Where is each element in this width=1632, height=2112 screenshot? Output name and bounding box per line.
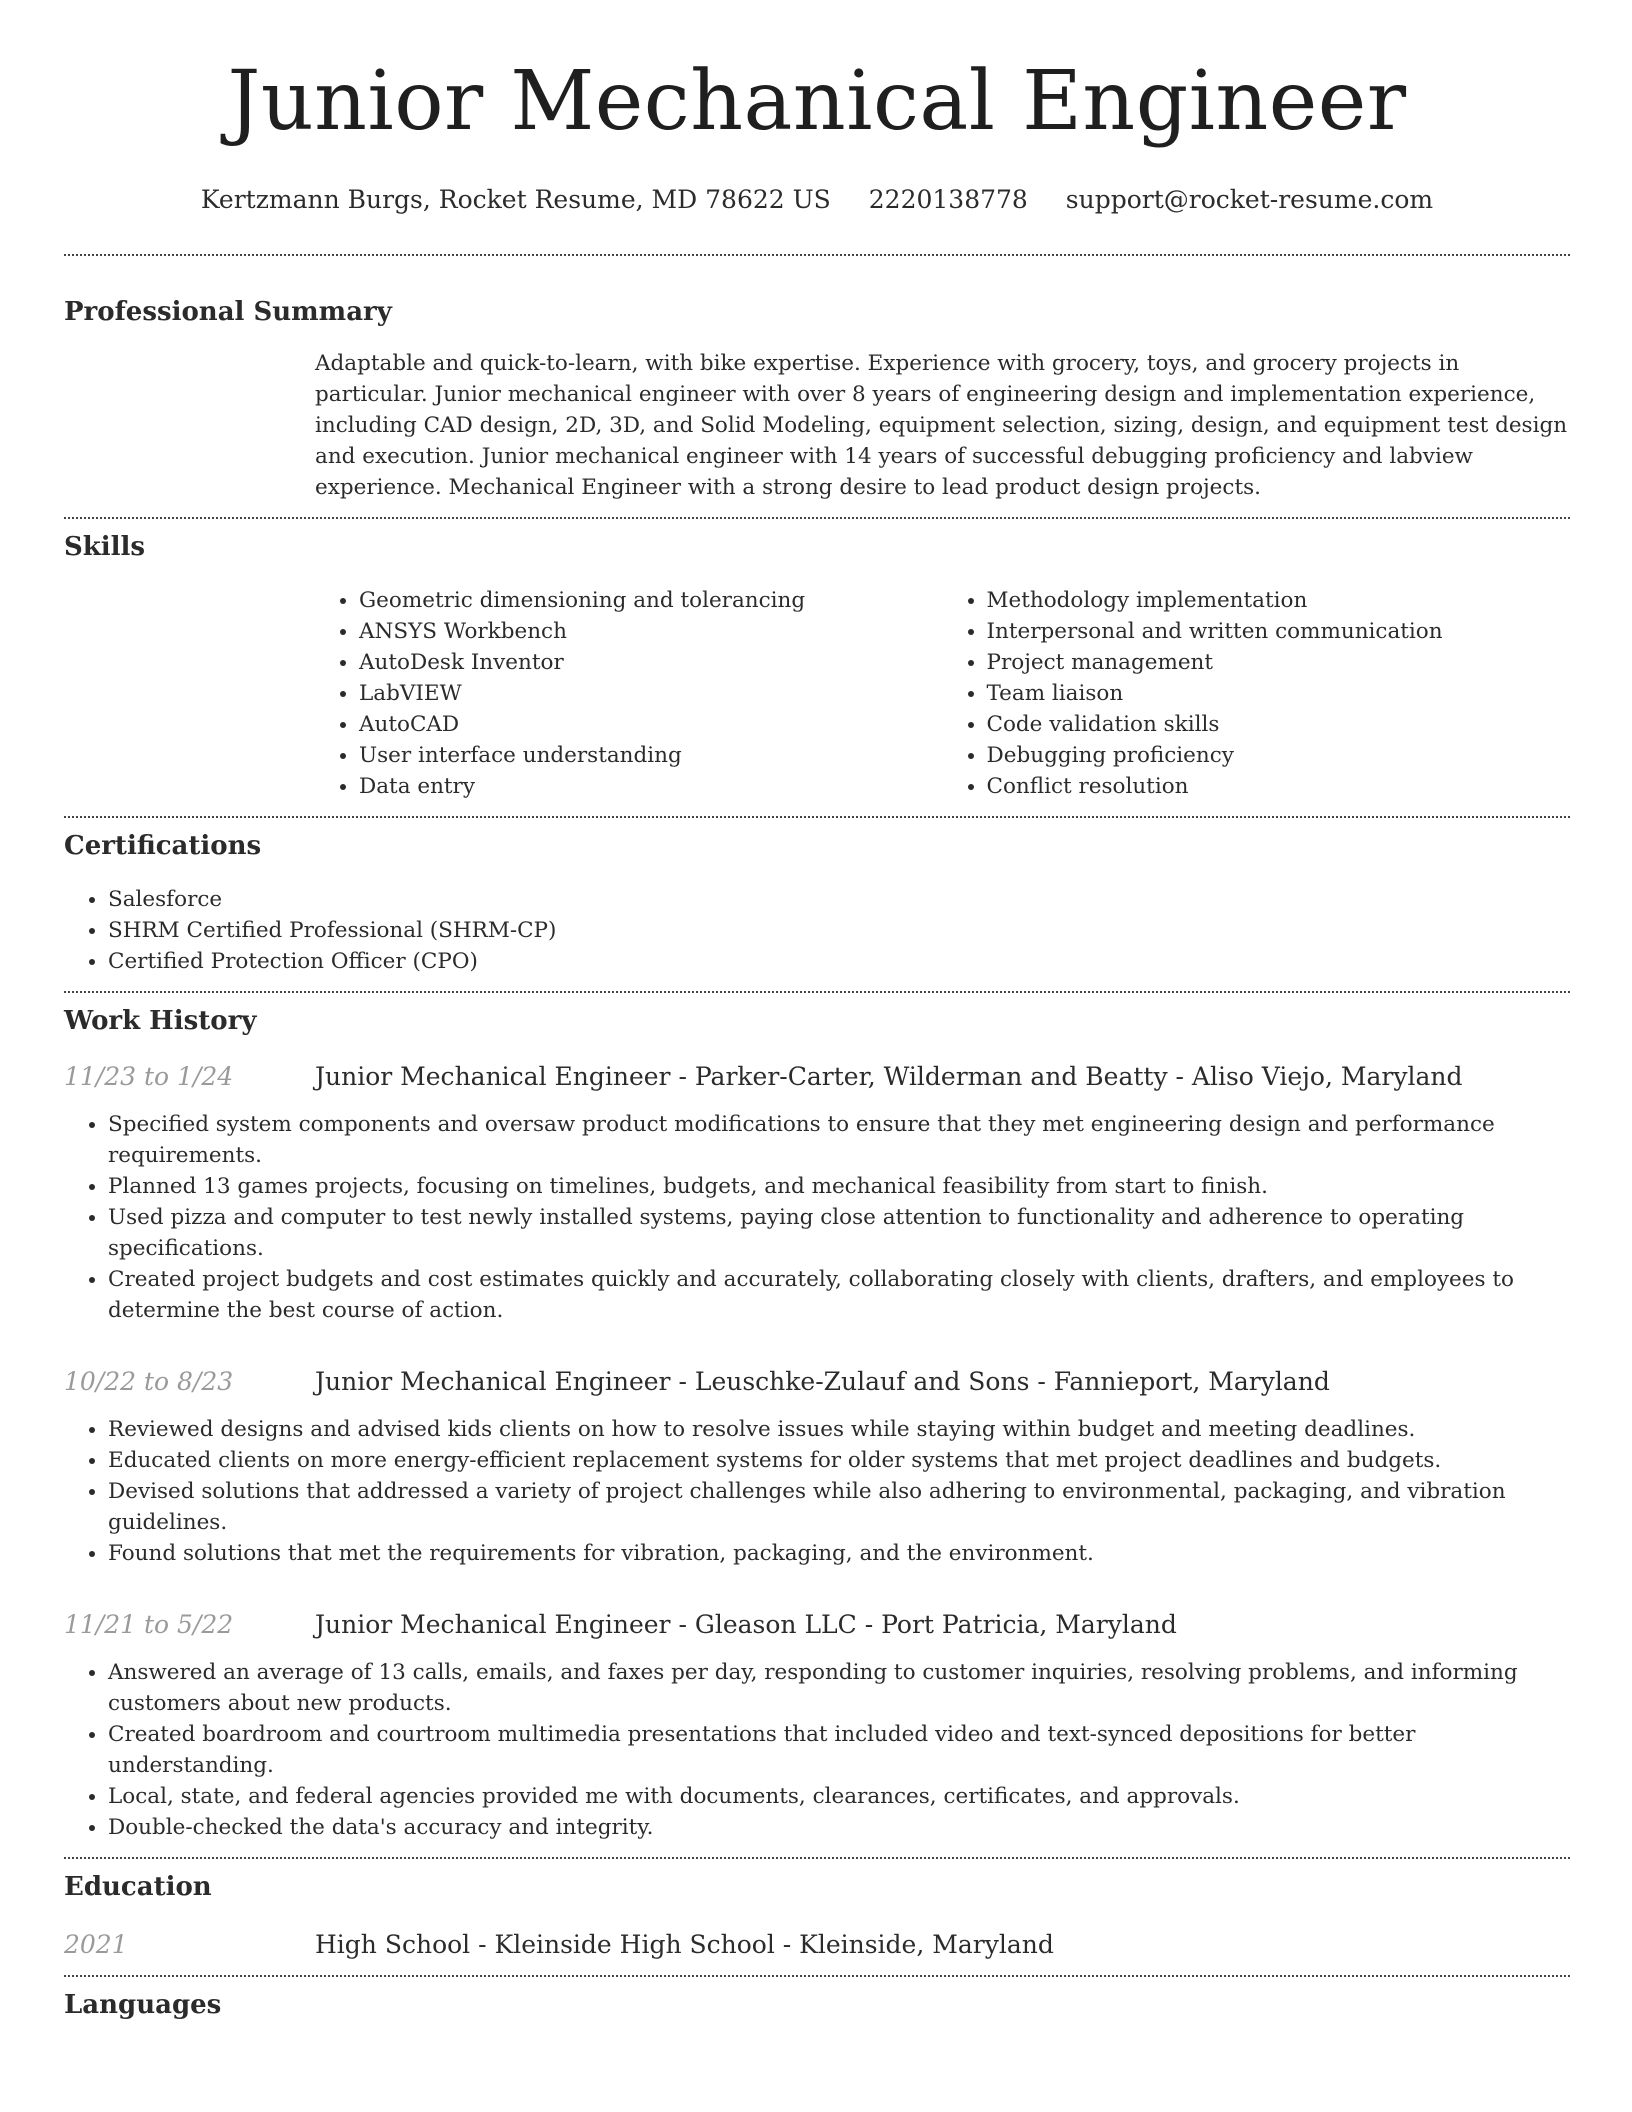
contact-phone: 2220138778 [868, 185, 1028, 214]
list-item: • Found solutions that met the requirements for vibration, packaging, and the environment. [108, 1538, 1570, 1569]
skills-section [64, 519, 1570, 802]
list-item: • Devised solutions that addressed a variety of project challenges while also adhering to environmental, packaging, and vibration guidelines. [108, 1476, 1570, 1538]
job-entry [64, 1366, 1570, 1569]
list-item: • SHRM Certified Professional (SHRM-CP) [108, 915, 1570, 946]
list-item: • Reviewed designs and advised kids clients on how to resolve issues while staying within budget and meeting deadlines. [108, 1414, 1570, 1445]
job-header [64, 1061, 1570, 1093]
list-item: • User interface understanding [359, 740, 943, 771]
list-item: • LabVIEW [359, 678, 943, 709]
education-year: 2021 [64, 1930, 128, 1959]
job-title: Junior Mechanical Engineer - Gleason LLC - Port Patricia, Maryland [315, 1610, 1177, 1639]
job-entry [64, 1609, 1570, 1843]
skills-list-left [315, 585, 943, 802]
skills-list-right [943, 585, 1571, 802]
work-heading: Work History [64, 1006, 257, 1036]
list-item: • AutoCAD [359, 709, 943, 740]
job-bullets [64, 1109, 1570, 1326]
job-entry [64, 1061, 1570, 1326]
contact-line [64, 184, 1570, 216]
job-dates: 11/23 to 1/24 [64, 1062, 234, 1091]
job-dates: 11/21 to 5/22 [64, 1610, 234, 1639]
education-detail: High School - Kleinside High School - Kleinside, Maryland [315, 1930, 1054, 1959]
languages-section [64, 1977, 1570, 2021]
skills-columns [315, 585, 1570, 802]
education-heading: Education [64, 1872, 212, 1902]
resume-title: Junior Mechanical Engineer [227, 54, 1407, 149]
job-header [64, 1609, 1570, 1641]
list-item: • Answered an average of 13 calls, emails, and faxes per day, responding to customer inquiries, resolving problems, and informing customers about new products. [108, 1657, 1570, 1719]
resume-page [64, 0, 1570, 2021]
contact-address: Kertzmann Burgs, Rocket Resume, MD 78622 US [200, 185, 831, 214]
job-dates: 10/22 to 8/23 [64, 1367, 234, 1396]
list-item: • Used pizza and computer to test newly installed systems, paying close attention to functionality and adherence to operating specifications. [108, 1202, 1570, 1264]
work-section [64, 993, 1570, 1843]
education-section [64, 1859, 1570, 1961]
list-item: • Geometric dimensioning and tolerancing [359, 585, 943, 616]
list-item: • Conflict resolution [987, 771, 1571, 802]
list-item: • Team liaison [987, 678, 1571, 709]
list-item: • Project management [987, 647, 1571, 678]
list-item: • AutoDesk Inventor [359, 647, 943, 678]
list-item: • Planned 13 games projects, focusing on timelines, budgets, and mechanical feasibility from start to finish. [108, 1171, 1570, 1202]
list-item: • Data entry [359, 771, 943, 802]
list-item: • Created boardroom and courtroom multimedia presentations that included video and text-synced depositions for better understanding. [108, 1719, 1570, 1781]
job-bullets [64, 1657, 1570, 1843]
summary-heading: Professional Summary [64, 297, 392, 327]
list-item: • Local, state, and federal agencies provided me with documents, clearances, certificates, and approvals. [108, 1781, 1570, 1812]
list-item: • Debugging proficiency [987, 740, 1571, 771]
job-bullets [64, 1414, 1570, 1569]
list-item: • Specified system components and oversaw product modifications to ensure that they met engineering design and performance requirements. [108, 1109, 1570, 1171]
list-item: • Interpersonal and written communication [987, 616, 1571, 647]
list-item: • Methodology implementation [987, 585, 1571, 616]
summary-text: Adaptable and quick-to-learn, with bike expertise. Experience with grocery, toys, and grocery projects in particular. Junior mechanical engineer with over 8 years of engineering design and implementation experience, including CAD design, 2D, 3D, and Solid Modeling, equipment selection, sizing, design, and equipment test design and execution. Junior mechanical engineer with 14 years of successful debugging proficiency and labview experience. Mechanical Engineer with a strong desire to lead product design projects. [315, 351, 1568, 500]
list-item: • Created project budgets and cost estimates quickly and accurately, collaborating closely with clients, drafters, and employees to determine the best course of action. [108, 1264, 1570, 1326]
languages-heading: Languages [64, 1990, 222, 2020]
list-item: • Educated clients on more energy-efficient replacement systems for older systems that met project deadlines and budgets. [108, 1445, 1570, 1476]
summary-section [64, 256, 1570, 503]
contact-email: support@rocket-resume.com [1065, 185, 1434, 214]
list-item: • ANSYS Workbench [359, 616, 943, 647]
job-header [64, 1366, 1570, 1398]
list-item: • Double-checked the data's accuracy and integrity. [108, 1812, 1570, 1843]
list-item: • Certified Protection Officer (CPO) [108, 946, 1570, 977]
certifications-heading: Certifications [64, 831, 262, 861]
certifications-section [64, 818, 1570, 977]
education-entry [64, 1929, 1570, 1961]
skills-heading: Skills [64, 532, 146, 562]
list-item: • Salesforce [108, 884, 1570, 915]
certifications-list [64, 884, 1570, 977]
job-title: Junior Mechanical Engineer - Leuschke-Zulauf and Sons - Fannieport, Maryland [315, 1367, 1330, 1396]
list-item: • Code validation skills [987, 709, 1571, 740]
job-title: Junior Mechanical Engineer - Parker-Carter, Wilderman and Beatty - Aliso Viejo, Maryland [315, 1062, 1463, 1091]
